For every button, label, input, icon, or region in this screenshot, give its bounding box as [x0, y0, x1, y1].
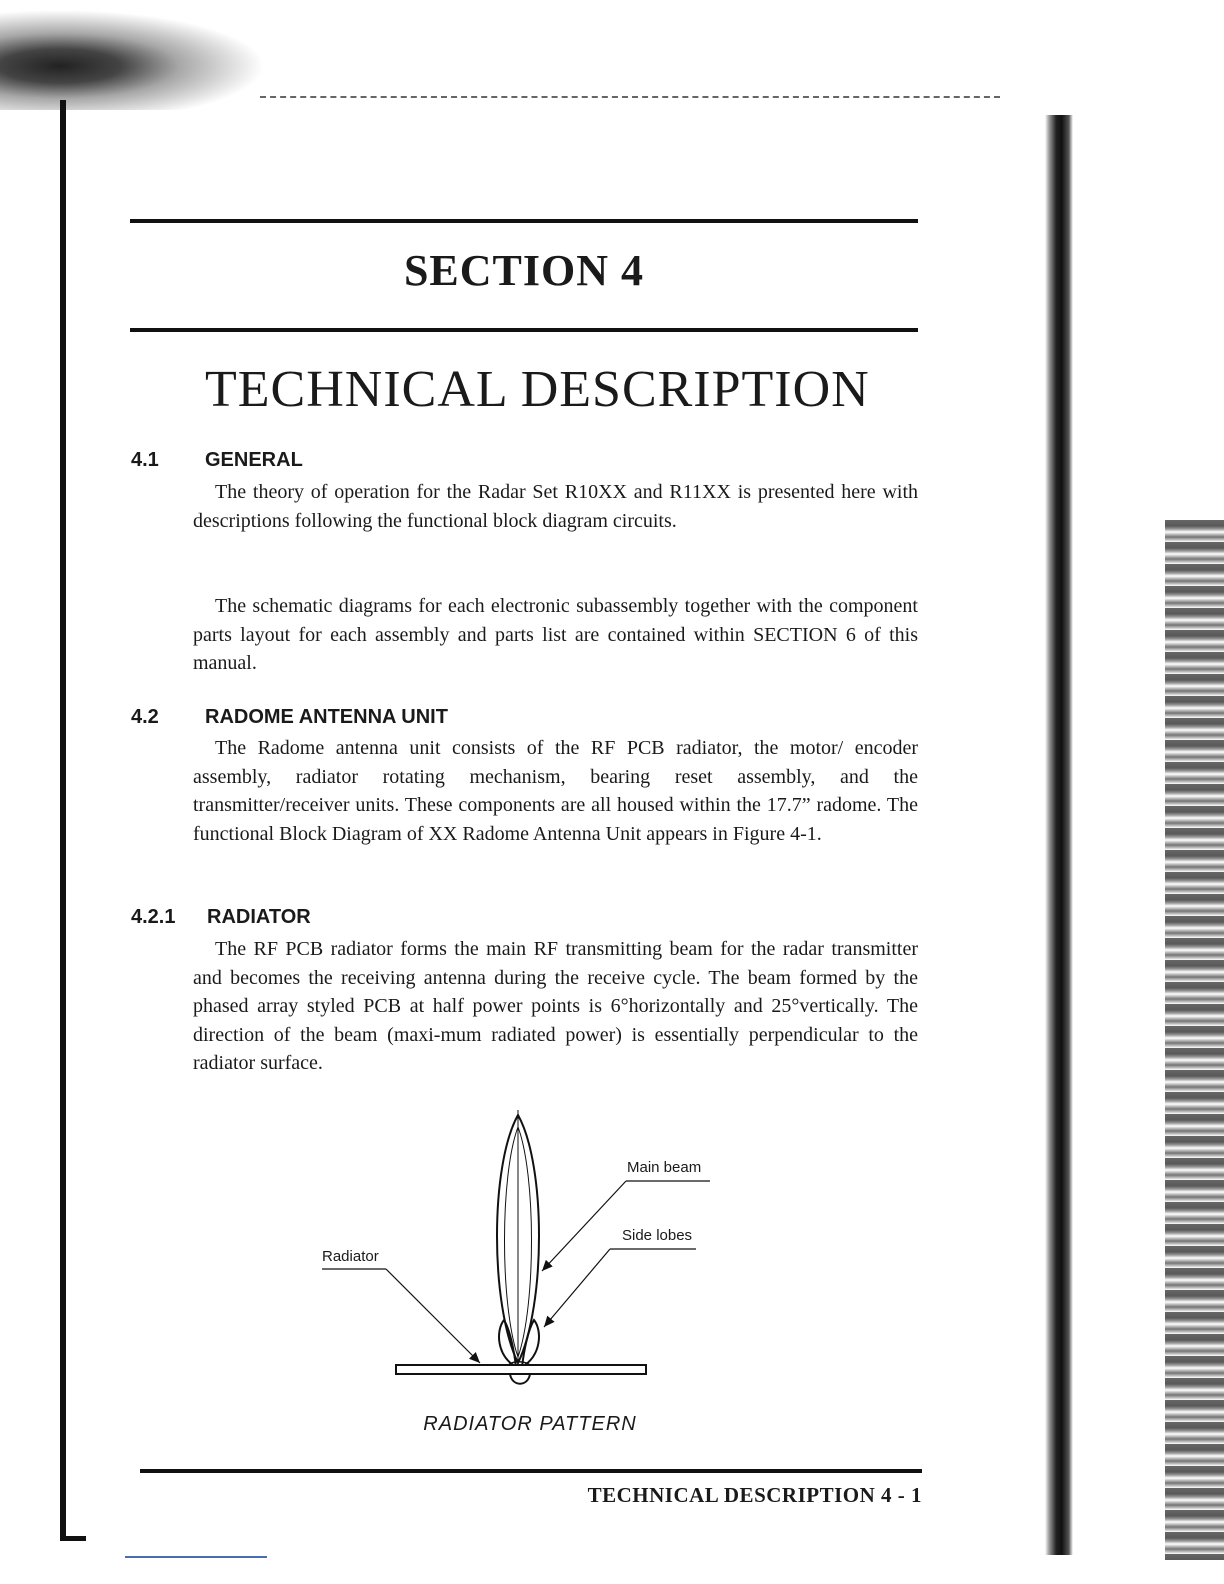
section-heading: SECTION 4 [403, 246, 645, 295]
section-number: 4.1 [131, 449, 159, 471]
section-title: RADIATOR [207, 906, 311, 928]
side-lobes-label: Side lobes [622, 1227, 693, 1244]
paragraph: The RF PCB radiator forms the main RF transmitting beam for the radar transmitter and becomes the receiving antenna during the receive cycle. The beam formed by the phased array styled PCB at half power points is 6°horizontally and 25°vertically. The direction of the beam (maxi-mum radiated power) is essentially perpendicular to the radiator surface. [193, 938, 918, 1074]
scan-edge-line [260, 96, 1000, 98]
section-title: GENERAL [205, 449, 303, 471]
radiator-pattern-diagram [300, 1105, 760, 1445]
radiator-pattern-figure [300, 1105, 760, 1445]
radiator-bar [396, 1365, 646, 1374]
scan-mark [125, 1556, 267, 1558]
header-rule-top [130, 219, 918, 223]
footer-rule [140, 1469, 922, 1473]
main-beam-label: Main beam [627, 1159, 702, 1176]
page-footer: TECHNICAL DESCRIPTION 4 - 1 [587, 1483, 922, 1507]
scan-smudge [0, 0, 300, 110]
section-title: RADOME ANTENNA UNIT [205, 706, 448, 728]
figure-caption: RADIATOR PATTERN [423, 1413, 637, 1435]
header-rule-bottom [130, 328, 918, 332]
radiator-mount [510, 1374, 530, 1384]
binding-shadow [1045, 115, 1073, 1555]
section-number: 4.2.1 [131, 906, 176, 928]
left-margin-bar-foot [60, 1536, 86, 1541]
paragraph: The schematic diagrams for each electronic subassembly together with the component parts layout for each assembly and parts list are contained within SECTION 6 of this manual. [193, 595, 918, 674]
left-margin-bar [60, 100, 66, 1540]
page-edge-noise [1165, 520, 1224, 1560]
paragraph: The Radome antenna unit consists of the RF PCB radiator, the motor/ encoder assembly, radiator rotating mechanism, bearing reset assembly, and the transmitter/receiver units. These components are all housed within the 17.7” radome. The functional Block Diagram of XX Radome Antenna Unit appears in Figure 4-1. [193, 737, 918, 845]
radiator-label: Radiator [322, 1248, 379, 1265]
side-lobe-left [499, 1320, 516, 1367]
page-title: TECHNICAL DESCRIPTION [205, 361, 870, 418]
section-number: 4.2 [131, 706, 159, 728]
paragraph: The theory of operation for the Radar Set R10XX and R11XX is presented here with descriptions following the functional block diagram circuits. [193, 481, 918, 532]
